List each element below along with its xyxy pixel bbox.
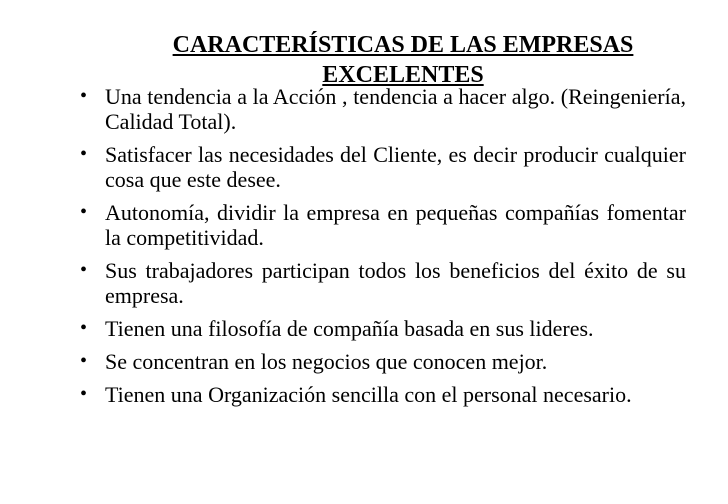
bullet-list — [80, 84, 686, 415]
bullet-text: Una tendencia a la Acción , tendencia a hacer algo. (Reingeniería, Calidad Total). — [105, 84, 686, 134]
bullet-item — [80, 200, 686, 250]
bullet-icon: • — [80, 201, 88, 223]
bullet-icon: • — [80, 85, 88, 107]
slide-title: CARACTERÍSTICAS DE LAS EMPRESAS EXCELENTES — [172, 32, 634, 88]
bullet-icon: • — [80, 317, 88, 339]
bullet-text: Tienen una filosofía de compañía basada en sus lideres. — [105, 316, 594, 341]
bullet-icon: • — [80, 383, 88, 405]
bullet-item — [80, 258, 686, 308]
bullet-item — [80, 382, 686, 407]
bullet-item — [80, 142, 686, 192]
bullet-icon: • — [80, 143, 88, 165]
bullet-item — [80, 84, 686, 134]
bullet-text: Autonomía, dividir la empresa en pequeñas compañías fomentar la competitividad. — [105, 200, 686, 250]
bullet-item — [80, 349, 686, 374]
bullet-icon: • — [80, 259, 88, 281]
bullet-text: Tienen una Organización sencilla con el personal necesario. — [105, 382, 632, 407]
bullet-text: Sus trabajadores participan todos los beneficios del éxito de su empresa. — [105, 258, 686, 308]
bullet-icon: • — [80, 350, 88, 372]
bullet-text: Satisfacer las necesidades del Cliente, es decir producir cualquier cosa que este desee. — [105, 142, 686, 192]
bullet-item — [80, 316, 686, 341]
bullet-text: Se concentran en los negocios que conocen mejor. — [105, 349, 548, 374]
